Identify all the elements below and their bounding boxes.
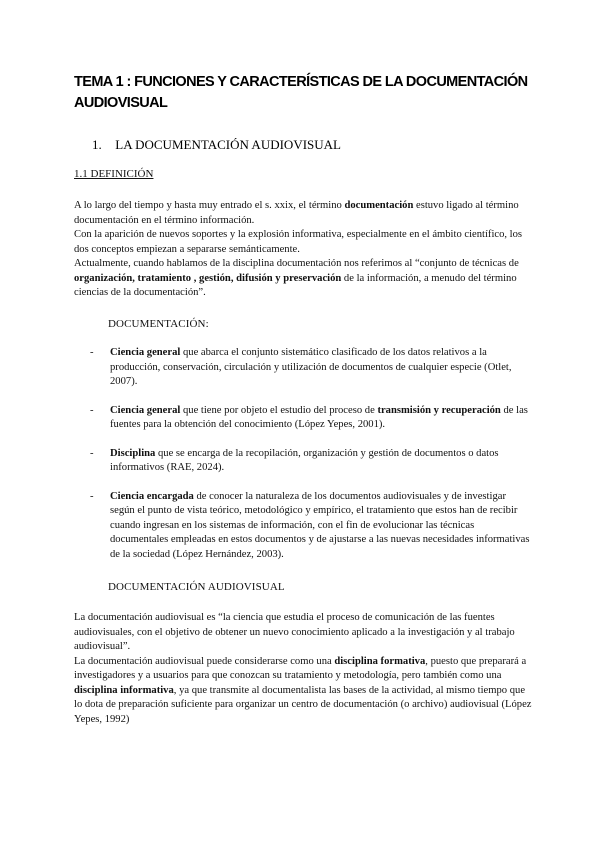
bold-term: Ciencia general xyxy=(110,404,181,416)
bullet-dash: - xyxy=(90,447,94,459)
text-run: A lo largo del tiempo y hasta muy entrado el s. xxix, el término xyxy=(74,200,345,211)
text-run: de conocer la naturaleza de los documentos audiovisuales y de investigar según el punto de vista teórico, metodológico y empírico, el tratamiento que estos han de recibir cuando ingresan en los sistemas de información, con el fin de evolucionar las técnicas documentales empleadas en estos documentos y de ajustarse a las nuevas necesidades informativas de la sociedad (López Hernández, 2003). xyxy=(110,490,530,560)
bold-term: Disciplina xyxy=(110,447,156,459)
text-run: que tiene por objeto el estudio del proceso de xyxy=(180,404,378,416)
bold-term: Ciencia general xyxy=(110,347,181,358)
intro-paragraph-3 xyxy=(74,257,534,301)
bold-term: transmisión y recuperación xyxy=(377,404,501,416)
section-heading xyxy=(92,137,341,153)
bold-term: disciplina informativa xyxy=(74,684,174,696)
text-run: Actualmente, cuando hablamos de la disciplina documentación nos referimos al “conjunto de técnicas de xyxy=(74,258,519,269)
section-number: 1. xyxy=(92,137,102,152)
section-heading-text: LA DOCUMENTACIÓN AUDIOVISUAL xyxy=(115,137,341,152)
intro-paragraph-1 xyxy=(74,199,534,228)
list-item xyxy=(90,447,530,476)
text-run: que se encarga de la recopilación, organización y gestión de documentos o datos informativos (RAE, 2024). xyxy=(110,447,499,473)
bullet-dash: - xyxy=(90,490,94,502)
text-run: La documentación audiovisual puede considerarse como una xyxy=(74,655,335,667)
text-run: , puesto que preparará a investigadores y a usuarios para que conozcan su tratamiento y metodología, pero también como una xyxy=(74,655,527,681)
intro-paragraph-2: Con la aparición de nuevos soportes y la explosión informativa, especialmente en el ámbito científico, los dos conceptos empiezan a separarse semánticamente. xyxy=(74,229,523,255)
closing-paragraphs xyxy=(74,611,534,727)
closing-paragraph-2 xyxy=(74,655,534,728)
text-run: de la información, a menudo del término ciencias de la documentación”. xyxy=(74,272,517,298)
bold-term: disciplina formativa xyxy=(334,655,426,667)
text-run: que abarca el conjunto sistemático clasificado de los datos relativos a la producción, conservación, circulación y utilización de documentos de cualquier especie (Otlet, 2007). xyxy=(110,347,512,387)
text-run: estuvo ligado al término documentación en el término información. xyxy=(74,200,519,226)
page-title: TEMA 1 : FUNCIONES Y CARACTERÍSTICAS DE LA DOCUMENTACIÓN AUDIOVISUAL xyxy=(74,74,528,111)
intro-paragraphs xyxy=(74,199,534,301)
list-item xyxy=(90,490,530,563)
text-run: , ya que transmite al documentalista las bases de la actividad, al mismo tiempo que lo dota de preparación suficiente para organizar un centro de documentación (o archivo) audiovisual (López Yepes, 1992) xyxy=(74,684,532,725)
bold-term: organización, tratamiento , gestión, difusión y preservación xyxy=(74,272,342,284)
bold-term: documentación xyxy=(344,200,414,211)
text-run: de las fuentes para la obtención del conocimiento (López Yepes, 2001). xyxy=(110,404,528,430)
documentacion-audiovisual-label: DOCUMENTACIÓN AUDIOVISUAL xyxy=(108,581,285,593)
bold-term: Ciencia encargada xyxy=(110,490,194,502)
definition-list xyxy=(90,346,530,576)
subsection-heading: 1.1 DEFINICIÓN xyxy=(74,168,154,180)
list-item xyxy=(90,346,530,390)
bullet-dash: - xyxy=(90,347,94,358)
list-item xyxy=(90,404,530,433)
documentacion-label: DOCUMENTACIÓN: xyxy=(108,318,209,330)
bullet-dash: - xyxy=(90,404,94,416)
closing-paragraph-1: La documentación audiovisual es “la ciencia que estudia el proceso de comunicación de las fuentes audiovisuales, con el objetivo de obtener un nuevo conocimiento aplicado a la investigación y al trabajo audiovisual”. xyxy=(74,612,515,652)
